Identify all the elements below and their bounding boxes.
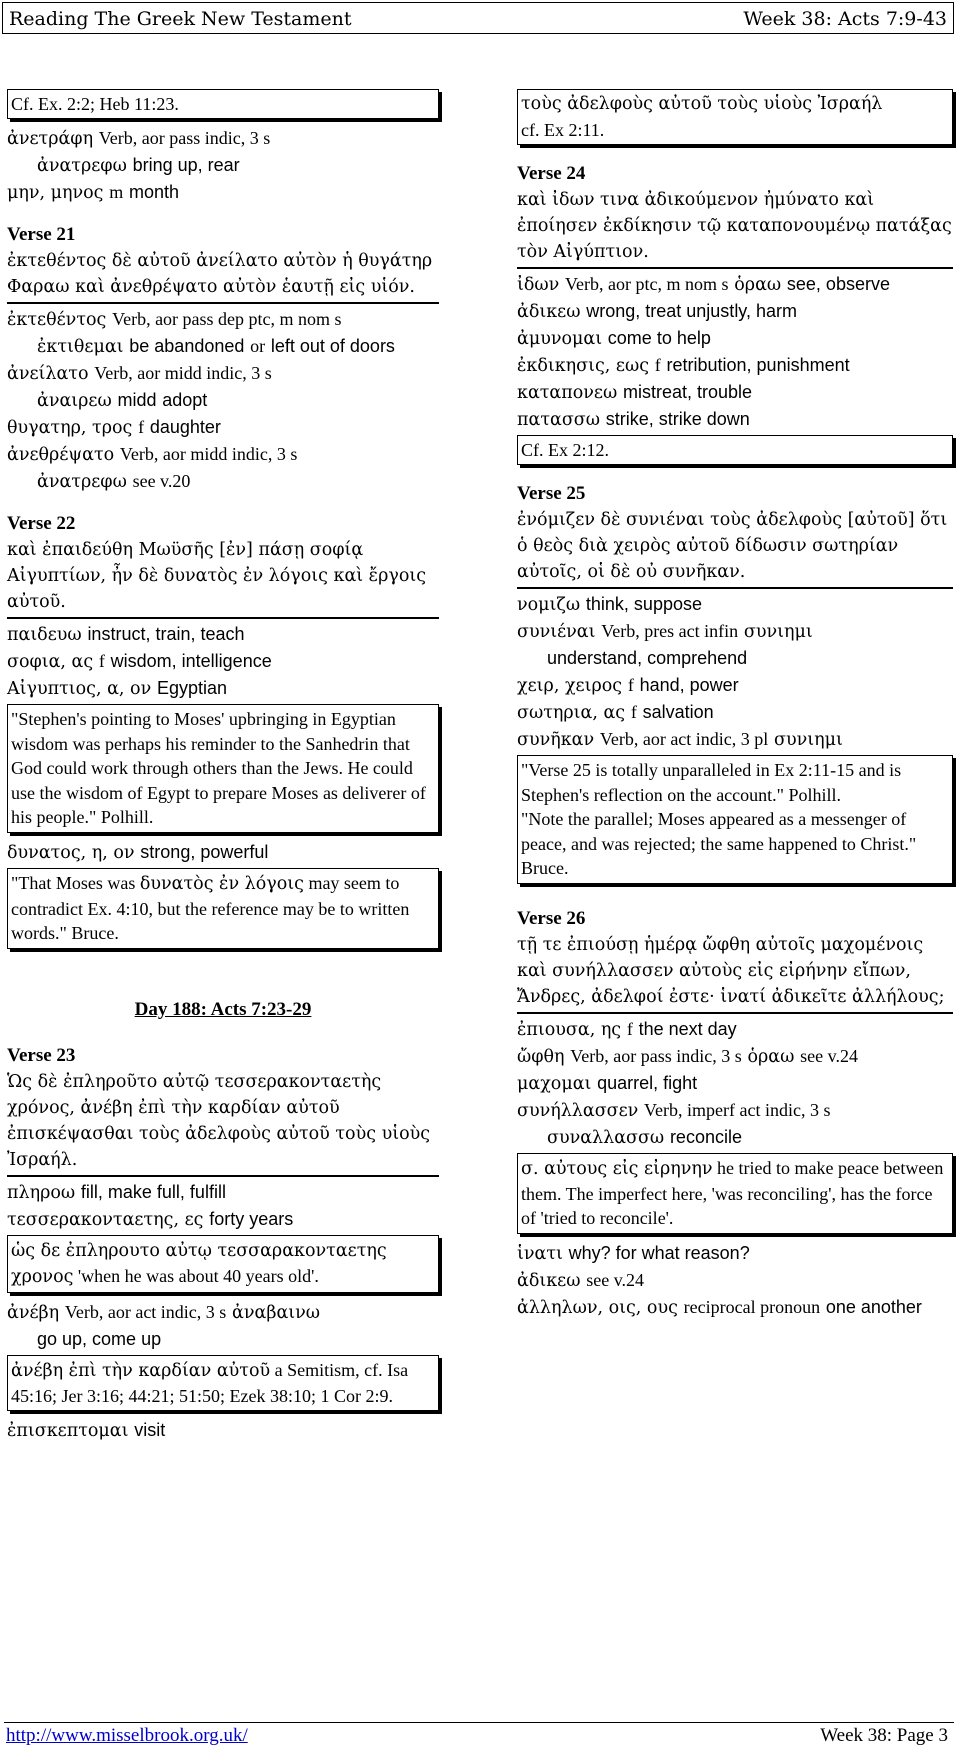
vocab-entry: πατασσω strike, strike down [517, 409, 750, 430]
reference-box: Cf. Ex 2:12. [517, 435, 953, 465]
vocab-entry: χειρ, χειρος f hand, power [517, 675, 739, 696]
vocab-entry: ἀνεθρέψατο Verb, aor midd indic, 3 s ἀνατρεφω see v.20 [7, 444, 298, 492]
vocab-entry: μην, μηνος m month [7, 182, 179, 203]
left-column [7, 89, 439, 1444]
vocab-entry: ἀνείλατο Verb, aor midd indic, 3 s ἀναιρεω midd adopt [7, 363, 272, 411]
vocab-entry: τεσσερακονταετης, ες forty years [7, 1208, 294, 1230]
quote-bruce: "Note the parallel; Moses appeared as a messenger of peace, and was rejected; the same happened to Christ." Bruce. [521, 809, 917, 878]
verse-heading: Verse 26 [517, 907, 586, 929]
quote-polhill: "Verse 25 is totally unparalleled in Ex 2:11-15 and is Stephen's reflection on the account." Polhill. [521, 760, 902, 805]
verse-heading: Verse 24 [517, 163, 586, 184]
commentary-quote: "That Moses was δυνατὸς ἐν λόγοις may seem to contradict Ex. 4:10, but the reference may be to written words." Bruce. [7, 868, 439, 949]
verse-text: ἐνόμιζεν δὲ συνιέναι τοὺς ἀδελφοὺς [αὐτοῦ] ὅτι ὁ θεὸς διὰ χειρὸς αὐτοῦ δίδωσιν σωτηρίαν αὐτοῖς, οἱ δὲ οὐ συνῆκαν. [517, 507, 953, 589]
day-heading: Day 188: Acts 7:23-29 [134, 998, 312, 1020]
vocab-entry: Αἰγυπτιος, α, ον Egyptian [7, 678, 228, 699]
vocab-entry: ἀμυνομαι come to help [517, 328, 711, 349]
vocab-entry: ἀδικεω see v.24 [517, 1269, 645, 1291]
vocab-entry: δυνατος, η, ον strong, powerful [7, 841, 269, 863]
vocab-entry: ἀδικεω wrong, treat unjustly, harm [517, 301, 797, 322]
vocab-entry: ἀνέβη Verb, aor act indic, 3 s ἀναβαινω go up, come up [7, 1301, 321, 1349]
vocab-entry: καταπονεω mistreat, trouble [517, 382, 753, 403]
reference-greek: τοὺς ἀδελφοὺς αὐτοῦ τοὺς υἱοὺς Ἰσραήλ [521, 94, 883, 114]
vocab-entry: ἐκτεθέντος Verb, aor pass dep ptc, m nom s ἐκτιθεμαι be abandoned or left out of doors [7, 309, 395, 357]
page-header [2, 2, 954, 34]
vocab-entry: συνιέναι Verb, pres act infin συνιημι understand, comprehend [517, 621, 813, 668]
vocab-entry: μαχομαι quarrel, fight [517, 1072, 698, 1094]
vocab-entry: σωτηρια, ας f salvation [517, 702, 714, 723]
vocab-entry: ὤφθη Verb, aor pass indic, 3 s ὁραω see v.24 [517, 1045, 858, 1067]
vocab-entry: νομιζω think, suppose [517, 594, 702, 615]
vocab-entry: σοφια, ας f wisdom, intelligence [7, 651, 272, 672]
header-week: Week 38: Acts 7:9-43 [743, 8, 947, 30]
page-footer [4, 1722, 954, 1747]
vocab-entry: ἐπισκεπτομαι visit [7, 1420, 166, 1441]
reference-box [517, 89, 953, 145]
vocab-entry: ἀνετράφη Verb, aor pass indic, 3 s ἀνατρεφω bring up, rear [7, 128, 271, 176]
vocab-entry: ἱνατι why? for what reason? [517, 1242, 750, 1264]
page-number: Week 38: Page 3 [820, 1725, 948, 1746]
site-link[interactable]: http://www.misselbrook.org.uk/ [6, 1725, 248, 1746]
vocab-entry: συνῆκαν Verb, aor act indic, 3 pl συνιημι [517, 729, 843, 750]
vocab-entry: ἰδων Verb, aor ptc, m nom s ὁραω see, observe [517, 274, 890, 295]
vocab-entry: συνήλλασσεν Verb, imperf act indic, 3 s συναλλασσω reconcile [517, 1099, 831, 1148]
commentary-quote: ἀνέβη ἐπὶ τὴν καρδίαν αὐτοῦ a Semitism, cf. Isa 45:16; Jer 3:16; 44:21; 51:50; Ezek 38:10; 1 Cor 2:9. [7, 1355, 439, 1412]
right-column [517, 89, 953, 1321]
verse-text: ἐκτεθέντος δὲ αὐτοῦ ἀνείλατο αὐτὸν ἡ θυγάτηρ Φαραω καὶ ἀνεθρέψατο αὐτὸν ἑαυτῇ εἰς υἱόν. [7, 248, 439, 304]
vocab-entry: πληροω fill, make full, fulfill [7, 1181, 226, 1203]
reference-text: cf. Ex 2:11. [521, 120, 605, 140]
commentary-quote [517, 755, 953, 884]
header-title: Reading The Greek New Testament [9, 8, 352, 30]
vocab-entry: ἐπιουσα, ης f the next day [517, 1018, 737, 1040]
verse-heading: Verse 22 [7, 513, 76, 534]
verse-text: καὶ ἐπαιδεύθη Μωϋσῆς [ἐν] πάσῃ σοφίᾳ Αἰγυπτίων, ἦν δὲ δυνατὸς ἐν λόγοις καὶ ἔργοις αὐτοῦ. [7, 537, 439, 619]
verse-text: καὶ ἰδων τινα ἀδικούμενον ἠμύνατο καὶ ἐποίησεν ἐκδίκησιν τῷ καταπονουμένῳ πατάξας τὸν Αἰγύπτιον. [517, 187, 953, 269]
reference-box: Cf. Ex. 2:2; Heb 11:23. [7, 89, 439, 119]
verse-text: τῇ τε ἐπιούσῃ ἡμέρᾳ ὤφθη αὐτοῖς μαχομένοις καὶ συνήλλασσεν αὐτοὺς εἰς εἰρήνην εἴπων, Ἄνδρες, ἀδελφοί ἐστε· ἱνατί ἀδικεῖτε ἀλλήλους; [517, 932, 953, 1014]
vocab-entry: παιδευω instruct, train, teach [7, 624, 245, 645]
commentary-quote: σ. αὐτους εἰς εἰρηνην he tried to make peace between them. The imperfect here, 'was reconciling', has the force of 'tried to reconcile'. [517, 1153, 953, 1234]
vocab-entry: θυγατηρ, τρος f daughter [7, 417, 221, 438]
vocab-entry: ἐκδικησις, εως f retribution, punishment [517, 355, 850, 376]
vocab-entry: ἀλληλων, οις, ους reciprocal pronoun one another [517, 1296, 922, 1318]
commentary-quote: "Stephen's pointing to Moses' upbringing in Egyptian wisdom was perhaps his reminder to the Sanhedrin that God could work through others than the Jews. He could use the wisdom of Egypt to prepare Moses as deliverer of his people." Polhill. [7, 704, 439, 833]
verse-heading: Verse 23 [7, 1044, 76, 1066]
verse-heading: Verse 21 [7, 224, 76, 245]
verse-text: Ὡς δὲ ἐπληροῦτο αὐτῷ τεσσερακονταετὴς χρόνος, ἀνέβη ἐπὶ τὴν καρδίαν αὐτοῦ ἐπισκέψασθαι τοὺς ἀδελφοὺς αὐτοῦ τοὺς υἱοὺς Ἰσραήλ. [7, 1069, 439, 1177]
commentary-quote: ὡς δε ἐπληρουτο αὐτῳ τεσσαρακονταετης χρονος 'when he was about 40 years old'. [7, 1235, 439, 1293]
verse-heading: Verse 25 [517, 483, 586, 504]
